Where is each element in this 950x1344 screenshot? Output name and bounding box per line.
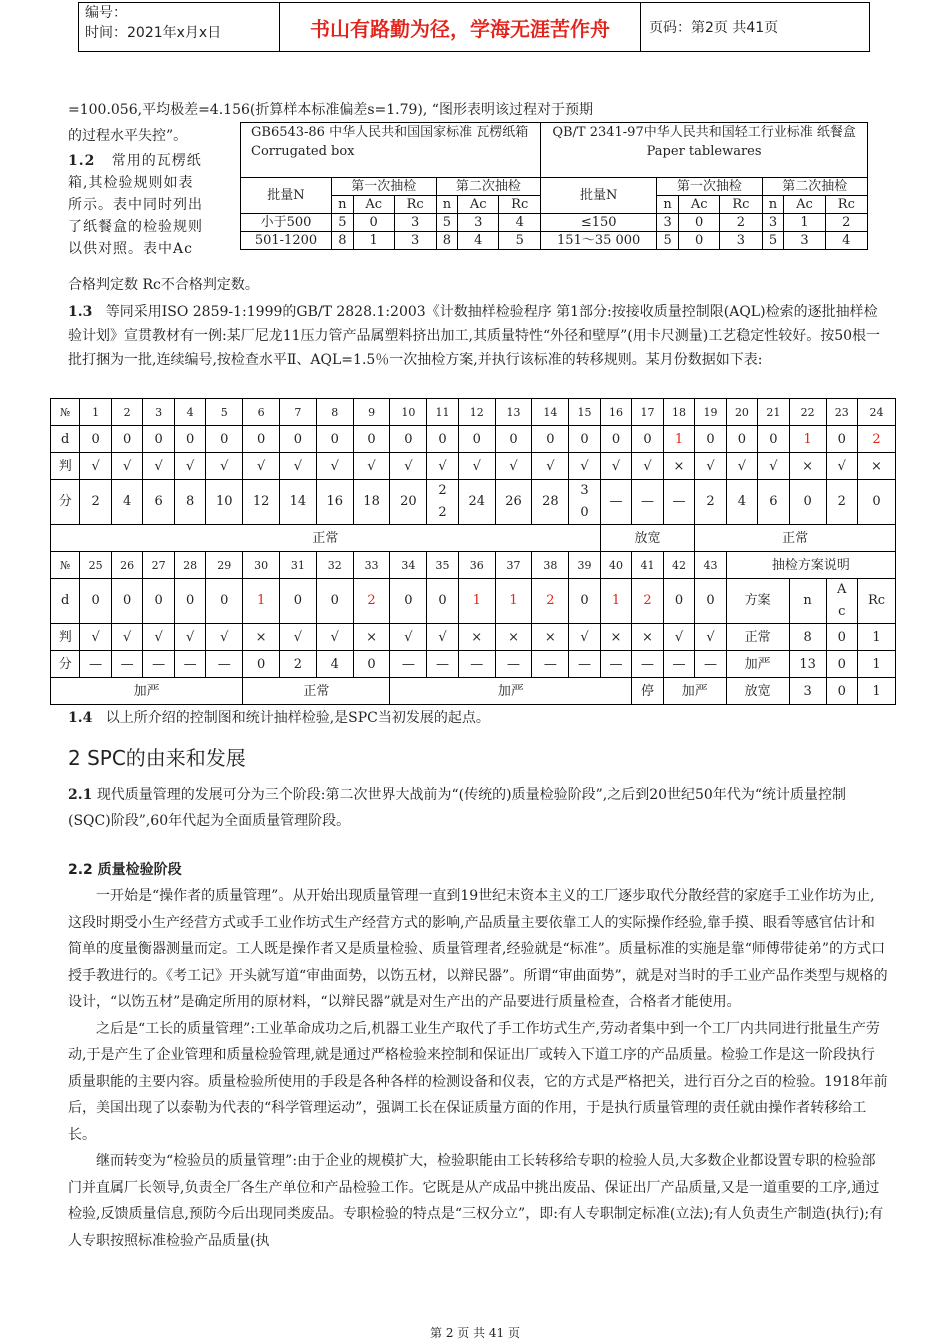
- batch-number: 33: [353, 552, 390, 579]
- paragraph: 之后是“工长的质量管理”:工业革命成功之后,机器工业生产取代了手工作坊式生产,劳动者集中到一个工厂内共同进行批量生产劳动,于是产生了企业管理和质量检验管理,就是通过严格检验来控制和保证出厂或转入下道工序的产品质量。检验工作是这一阶段执行质量职能的主要内容。质量检验所使用的手段是各种各样的检测设备和仪表，它的方式是严格把关，进行百分之百的检验。1918年前后，美国出现了以泰勒为代表的“科学管理运动”，强调工长在保证质量方面的作用，于是执行质量管理的责任就由操作者转移给工长。: [68, 1020, 888, 1143]
- table-row: [51, 480, 896, 525]
- batch-number: 18: [663, 399, 694, 426]
- defect-count: 1: [243, 579, 280, 624]
- table-cell: 0: [679, 232, 720, 250]
- table-cell: 5: [332, 214, 354, 232]
- table-cell: 2: [720, 214, 762, 232]
- defect-count: 0: [458, 426, 495, 453]
- score: 14: [280, 480, 317, 525]
- judgement: √: [826, 453, 857, 480]
- batch-number: 39: [569, 552, 600, 579]
- sub-header: n: [436, 196, 458, 214]
- batch-number: 13: [495, 399, 532, 426]
- judgement: ×: [789, 453, 826, 480]
- section-1-4: [68, 706, 888, 730]
- plan-cell: 加严: [726, 651, 789, 678]
- plan-title: 抽检方案说明: [726, 552, 895, 579]
- table-row: [51, 453, 896, 480]
- batch-number: 30: [243, 552, 280, 579]
- s12-last-line: 合格判定数 Rc不合格判定数。: [68, 277, 259, 293]
- judgement: √: [569, 453, 600, 480]
- state-relaxed: 放宽: [600, 525, 694, 552]
- table-row: [51, 579, 896, 624]
- table-cell: 小于500: [241, 214, 332, 232]
- score: 0: [789, 480, 826, 525]
- sub-header: n: [657, 196, 679, 214]
- batch-number: 6: [243, 399, 280, 426]
- plan-cell: 13: [789, 651, 826, 678]
- std-qb-cell: QB/T 2341-97中华人民共和国轻工行业标准 纸餐盒Paper tablewares: [541, 123, 868, 178]
- defect-count: 0: [695, 579, 726, 624]
- defect-count: 0: [80, 426, 111, 453]
- defect-count: 0: [80, 579, 111, 624]
- sub-header: n: [762, 196, 784, 214]
- plan-cell: 0: [826, 651, 857, 678]
- judgement: √: [143, 624, 174, 651]
- batch-number: 29: [206, 552, 243, 579]
- score: 2: [280, 651, 317, 678]
- batch-header: 批量N: [241, 178, 332, 214]
- header-meta: [79, 3, 280, 51]
- std-gb-cell: GB6543-86 中华人民共和国国家标准 瓦楞纸箱Corrugated box: [241, 123, 541, 178]
- table-cell: 8: [332, 232, 354, 250]
- score: —: [695, 651, 726, 678]
- second-sampling-header: 第二次抽检: [436, 178, 541, 196]
- table-cell: 4: [499, 214, 541, 232]
- batch-number: 23: [826, 399, 857, 426]
- sub-header: Ac: [784, 196, 825, 214]
- batch-number: 31: [280, 552, 317, 579]
- score: 20: [390, 480, 427, 525]
- plan-cell: 1: [857, 651, 895, 678]
- header-motto: 书山有路勤为径，学海无涯苦作舟: [280, 3, 641, 51]
- defect-count: 0: [726, 426, 757, 453]
- defect-count: 2: [632, 579, 663, 624]
- table-row: [51, 651, 896, 678]
- judgement: √: [532, 453, 569, 480]
- score: 4: [316, 651, 353, 678]
- defect-count: 0: [632, 426, 663, 453]
- table-cell: 3: [394, 214, 436, 232]
- sub-header: Rc: [499, 196, 541, 214]
- row-label: 分: [51, 480, 80, 525]
- sub-header: Ac: [353, 196, 394, 214]
- state-tightened: 加严: [51, 678, 243, 705]
- batch-number: 34: [390, 552, 427, 579]
- table-cell: 5: [657, 232, 679, 250]
- judgement: √: [316, 624, 353, 651]
- judgement: ×: [663, 453, 694, 480]
- section-2-2-body: [68, 883, 888, 1254]
- score: —: [111, 651, 142, 678]
- score: 4: [726, 480, 757, 525]
- page-footer: 第 2 页 共 41 页: [430, 1326, 520, 1340]
- judgement: √: [726, 453, 757, 480]
- defect-count: 0: [427, 426, 458, 453]
- plan-cell: 放宽: [726, 678, 789, 705]
- judgement: √: [458, 453, 495, 480]
- plan-head: A c: [826, 579, 857, 624]
- judgement: √: [174, 453, 205, 480]
- row-label: 分: [51, 651, 80, 678]
- batch-number: 42: [663, 552, 694, 579]
- score: 28: [532, 480, 569, 525]
- s12-line: 常用的瓦楞纸: [111, 153, 202, 169]
- batch-number: 10: [390, 399, 427, 426]
- table-cell: 3: [720, 232, 762, 250]
- defect-count: 1: [663, 426, 694, 453]
- inspection-rules-table: [240, 122, 868, 250]
- plan-cell: 8: [789, 624, 826, 651]
- judgement: √: [427, 453, 458, 480]
- score: —: [663, 651, 694, 678]
- judgement: ×: [600, 624, 631, 651]
- table-cell: 151～35 000: [541, 232, 657, 250]
- table-row: [51, 525, 896, 552]
- table-row: [51, 399, 896, 426]
- defect-count: 0: [695, 426, 726, 453]
- first-sampling-header: 第一次抽检: [332, 178, 437, 196]
- defect-count: 0: [174, 579, 205, 624]
- score: —: [390, 651, 427, 678]
- batch-number: 38: [532, 552, 569, 579]
- plan-cell: 0: [826, 678, 857, 705]
- row-label: №: [51, 399, 80, 426]
- batch-number: 8: [316, 399, 353, 426]
- page-header: [78, 2, 870, 52]
- score: —: [143, 651, 174, 678]
- judgement: √: [390, 624, 427, 651]
- defect-count: 0: [206, 426, 243, 453]
- batch-header: 批量N: [541, 178, 657, 214]
- defect-count: 0: [569, 426, 600, 453]
- plan-cell: 正常: [726, 624, 789, 651]
- batch-number: 1: [80, 399, 111, 426]
- score: —: [600, 480, 631, 525]
- table-cell: 2: [825, 214, 867, 232]
- batch-number: 35: [427, 552, 458, 579]
- section-1-3-number: 1.3: [68, 304, 93, 320]
- defect-count: 0: [390, 579, 427, 624]
- defect-count: 0: [532, 426, 569, 453]
- score: —: [174, 651, 205, 678]
- batch-number: 2: [111, 399, 142, 426]
- plan-head: 方案: [726, 579, 789, 624]
- table-cell: 1: [353, 232, 394, 250]
- score: —: [663, 480, 694, 525]
- state-tightened: 加严: [390, 678, 632, 705]
- table-cell: 501-1200: [241, 232, 332, 250]
- plan-cell: 1: [857, 624, 895, 651]
- table-cell: 3: [762, 214, 784, 232]
- table-row: [51, 624, 896, 651]
- judgement: √: [80, 624, 111, 651]
- batch-number: 24: [857, 399, 895, 426]
- batch-number: 7: [280, 399, 317, 426]
- score: 2: [695, 480, 726, 525]
- defect-count: 0: [243, 426, 280, 453]
- section-1-3-text: 等同采用ISO 2859-1:1999的GB/T 2828.1:2003《计数抽样检验程序 第1部分:按接收质量控制限(AQL)检索的逐批抽样检验计划》宣贯教材有一例:某厂尼龙11压力管产品属塑料挤出加工,其质量特性“外径和壁厚”(用卡尺测量)工艺稳定性较好。按50根一批打捆为一批,连续编号,按检查水平Ⅱ、AQL=1.5％一次抽检方案,并执行该标准的转移规则。某月份数据如下表:: [68, 304, 881, 368]
- judgement: √: [495, 453, 532, 480]
- defect-count: 2: [857, 426, 895, 453]
- table-row: [51, 678, 896, 705]
- batch-number: 43: [695, 552, 726, 579]
- judgement: √: [390, 453, 427, 480]
- intro-line-2: 的过程水平失控”。: [68, 128, 188, 144]
- batch-number: 41: [632, 552, 663, 579]
- row-label: d: [51, 426, 80, 453]
- row-label: 判: [51, 453, 80, 480]
- time-label: 时间：2021年x月x日: [85, 25, 222, 41]
- chapter-2-heading: 2 SPC的由来和发展: [68, 746, 246, 770]
- score: 2: [826, 480, 857, 525]
- judgement: √: [632, 453, 663, 480]
- row-label: №: [51, 552, 80, 579]
- defect-count: 0: [600, 426, 631, 453]
- score: 26: [495, 480, 532, 525]
- defect-count: 1: [600, 579, 631, 624]
- table-row: [241, 214, 868, 232]
- score: —: [495, 651, 532, 678]
- judgement: √: [353, 453, 390, 480]
- score: —: [80, 651, 111, 678]
- defect-count: 0: [111, 579, 142, 624]
- header-page: 页码：第2页 共41页: [649, 20, 779, 36]
- section-1-2-number: 1.2: [68, 153, 96, 169]
- s12-line: 以供对照。表中Ac: [68, 241, 193, 257]
- table-row: [51, 426, 896, 453]
- batch-number: 17: [632, 399, 663, 426]
- defect-count: 0: [390, 426, 427, 453]
- row-label: d: [51, 579, 80, 624]
- score: —: [632, 651, 663, 678]
- table-cell: 5: [499, 232, 541, 250]
- batch-number: 40: [600, 552, 631, 579]
- defect-count: 0: [826, 426, 857, 453]
- judgement: ×: [243, 624, 280, 651]
- batch-number: 15: [569, 399, 600, 426]
- judgement: √: [427, 624, 458, 651]
- score: 6: [758, 480, 789, 525]
- judgement: ×: [532, 624, 569, 651]
- judgement: ×: [353, 624, 390, 651]
- defect-count: 0: [111, 426, 142, 453]
- plan-cell: 0: [826, 624, 857, 651]
- table-cell: 4: [458, 232, 499, 250]
- judgement: √: [316, 453, 353, 480]
- defect-count: 0: [280, 579, 317, 624]
- score: —: [632, 480, 663, 525]
- batch-number: 37: [495, 552, 532, 579]
- defect-count: 0: [143, 579, 174, 624]
- state-normal: 正常: [695, 525, 896, 552]
- batch-number: 26: [111, 552, 142, 579]
- table-row: [241, 232, 868, 250]
- score: —: [458, 651, 495, 678]
- score: 3 0: [569, 480, 600, 525]
- table-cell: 0: [679, 214, 720, 232]
- sub-header: Rc: [720, 196, 762, 214]
- sub-header: Ac: [458, 196, 499, 214]
- batch-number: 36: [458, 552, 495, 579]
- paragraph: 继而转变为“检验员的质量管理”:由于企业的规模扩大，检验职能由工长转移给专职的检验人员,大多数企业都设置专职的检验部门并直属厂长领导,负责全厂各生产单位和产品检验工作。它既是从产成品中挑出废品、保证出厂产品质量,又是一道重要的工序,通过检验,反馈质量信息,预防今后出现同类废品。专职检验的特点是“三权分立”，即:有人专职制定标准(立法);有人负责生产制造(执行);有人专职按照标准检验产品质量(执: [68, 1153, 884, 1249]
- defect-count: 0: [316, 426, 353, 453]
- judgement: ×: [857, 453, 895, 480]
- batch-number: 20: [726, 399, 757, 426]
- defect-count: 0: [280, 426, 317, 453]
- row-label: 判: [51, 624, 80, 651]
- judgement: √: [111, 624, 142, 651]
- defect-count: 0: [663, 579, 694, 624]
- section-2-1: [68, 782, 888, 834]
- judgement: √: [758, 453, 789, 480]
- batch-number: 16: [600, 399, 631, 426]
- intro-line-1: =100.056,平均极差=4.156(折算样本标准偏差s=1.79), “图形表明该过程对于预期: [68, 102, 593, 118]
- plan-cell: 3: [789, 678, 826, 705]
- judgement: ×: [632, 624, 663, 651]
- defect-count: 0: [569, 579, 600, 624]
- table-row: [51, 552, 896, 579]
- defect-count: 2: [532, 579, 569, 624]
- batch-number: 14: [532, 399, 569, 426]
- sub-header: Rc: [394, 196, 436, 214]
- s12-line: 所示。表中同时列出: [68, 197, 203, 213]
- defect-count: 0: [495, 426, 532, 453]
- defect-count: 2: [353, 579, 390, 624]
- section-2-2-title: 2.2 质量检验阶段: [68, 862, 182, 878]
- defect-count: 1: [495, 579, 532, 624]
- score: 2: [80, 480, 111, 525]
- batch-number: 3: [143, 399, 174, 426]
- table-cell: 0: [353, 214, 394, 232]
- plan-head: n: [789, 579, 826, 624]
- judgement: √: [111, 453, 142, 480]
- table-cell: ≤150: [541, 214, 657, 232]
- judgement: √: [206, 624, 243, 651]
- sub-header: Ac: [679, 196, 720, 214]
- score: 2 2: [427, 480, 458, 525]
- sampling-data-table: [50, 398, 896, 705]
- judgement: ×: [495, 624, 532, 651]
- score: 0: [857, 480, 895, 525]
- second-sampling-header: 第二次抽检: [762, 178, 867, 196]
- judgement: √: [600, 453, 631, 480]
- score: 10: [206, 480, 243, 525]
- batch-number: 19: [695, 399, 726, 426]
- plan-cell: 1: [857, 678, 895, 705]
- plan-head: Rc: [857, 579, 895, 624]
- defect-count: 0: [143, 426, 174, 453]
- batch-number: 4: [174, 399, 205, 426]
- sub-header: n: [332, 196, 354, 214]
- batch-number: 9: [353, 399, 390, 426]
- judgement: √: [243, 453, 280, 480]
- batch-number: 25: [80, 552, 111, 579]
- judgement: √: [569, 624, 600, 651]
- judgement: √: [174, 624, 205, 651]
- score: 4: [111, 480, 142, 525]
- batch-number: 11: [427, 399, 458, 426]
- judgement: √: [695, 624, 726, 651]
- state-tightened: 加严: [663, 678, 726, 705]
- s12-line: 了纸餐盒的检验规则: [68, 219, 203, 235]
- serial-label: 编号：: [85, 5, 127, 21]
- score: 16: [316, 480, 353, 525]
- defect-count: 0: [427, 579, 458, 624]
- table-cell: 3: [657, 214, 679, 232]
- score: 6: [143, 480, 174, 525]
- score: 12: [243, 480, 280, 525]
- batch-number: 21: [758, 399, 789, 426]
- table-cell: 1: [784, 214, 825, 232]
- batch-number: 12: [458, 399, 495, 426]
- table-cell: 5: [436, 214, 458, 232]
- state-normal: 正常: [243, 678, 390, 705]
- batch-number: 27: [143, 552, 174, 579]
- defect-count: 0: [353, 426, 390, 453]
- judgement: √: [206, 453, 243, 480]
- s12-line: 箱,其检验规则如表: [68, 175, 194, 191]
- state-normal: 正常: [51, 525, 601, 552]
- defect-count: 1: [458, 579, 495, 624]
- score: —: [427, 651, 458, 678]
- table-cell: 4: [825, 232, 867, 250]
- batch-number: 5: [206, 399, 243, 426]
- score: —: [532, 651, 569, 678]
- section-1-3: [68, 300, 888, 372]
- defect-count: 0: [174, 426, 205, 453]
- score: 0: [353, 651, 390, 678]
- judgement: √: [695, 453, 726, 480]
- state-stop: 停: [632, 678, 663, 705]
- defect-count: 0: [316, 579, 353, 624]
- table-cell: 8: [436, 232, 458, 250]
- section-1-4-number: 1.4: [68, 710, 93, 726]
- batch-number: 28: [174, 552, 205, 579]
- judgement: √: [80, 453, 111, 480]
- defect-count: 1: [789, 426, 826, 453]
- judgement: √: [143, 453, 174, 480]
- table-cell: 3: [784, 232, 825, 250]
- score: —: [600, 651, 631, 678]
- score: 18: [353, 480, 390, 525]
- paragraph: 一开始是“操作者的质量管理”。从开始出现质量管理一直到19世纪末资本主义的工厂逐步取代分散经营的家庭手工业作坊为止,这段时期受小生产经营方式或手工业作坊式生产经营方式的影响,产品质量主要依靠工人的实际操作经验,靠手摸、眼看等感官估计和简单的度量衡器测量而定。工人既是操作者又是质量检验、质量管理者,经验就是“标准”。质量标准的实施是靠“师傅带徒弟”的方式口授手教进行的。《考工记》开头就写道“审曲面势，以饬五材，以辩民器”。所谓“审曲面势”，就是对当时的手工业产品作类型与规格的设计，“以饬五材”是确定所用的原材料，“以辩民器”就是对生产出的产品要进行质量检查，合格者才能使用。: [68, 888, 888, 1010]
- judgement: √: [280, 453, 317, 480]
- batch-number: 32: [316, 552, 353, 579]
- first-sampling-header: 第一次抽检: [657, 178, 762, 196]
- table-cell: 3: [458, 214, 499, 232]
- score: 8: [174, 480, 205, 525]
- table-cell: 5: [762, 232, 784, 250]
- section-1-4-text: 以上所介绍的控制图和统计抽样检验,是SPC当初发展的起点。: [105, 710, 490, 726]
- score: 24: [458, 480, 495, 525]
- table-cell: 3: [394, 232, 436, 250]
- section-2-1-text: 现代质量管理的发展可分为三个阶段:第二次世界大战前为“(传统的)质量检验阶段”,之后到20世纪50年代为“统计质量控制(SQC)阶段”,60年代起为全面质量管理阶段。: [68, 787, 847, 829]
- judgement: √: [663, 624, 694, 651]
- batch-number: 22: [789, 399, 826, 426]
- judgement: √: [280, 624, 317, 651]
- judgement: ×: [458, 624, 495, 651]
- defect-count: 0: [758, 426, 789, 453]
- score: 0: [243, 651, 280, 678]
- section-1-2: [68, 150, 233, 260]
- score: —: [206, 651, 243, 678]
- section-2-1-number: 2.1: [68, 787, 93, 803]
- sub-header: Rc: [825, 196, 867, 214]
- defect-count: 0: [206, 579, 243, 624]
- score: —: [569, 651, 600, 678]
